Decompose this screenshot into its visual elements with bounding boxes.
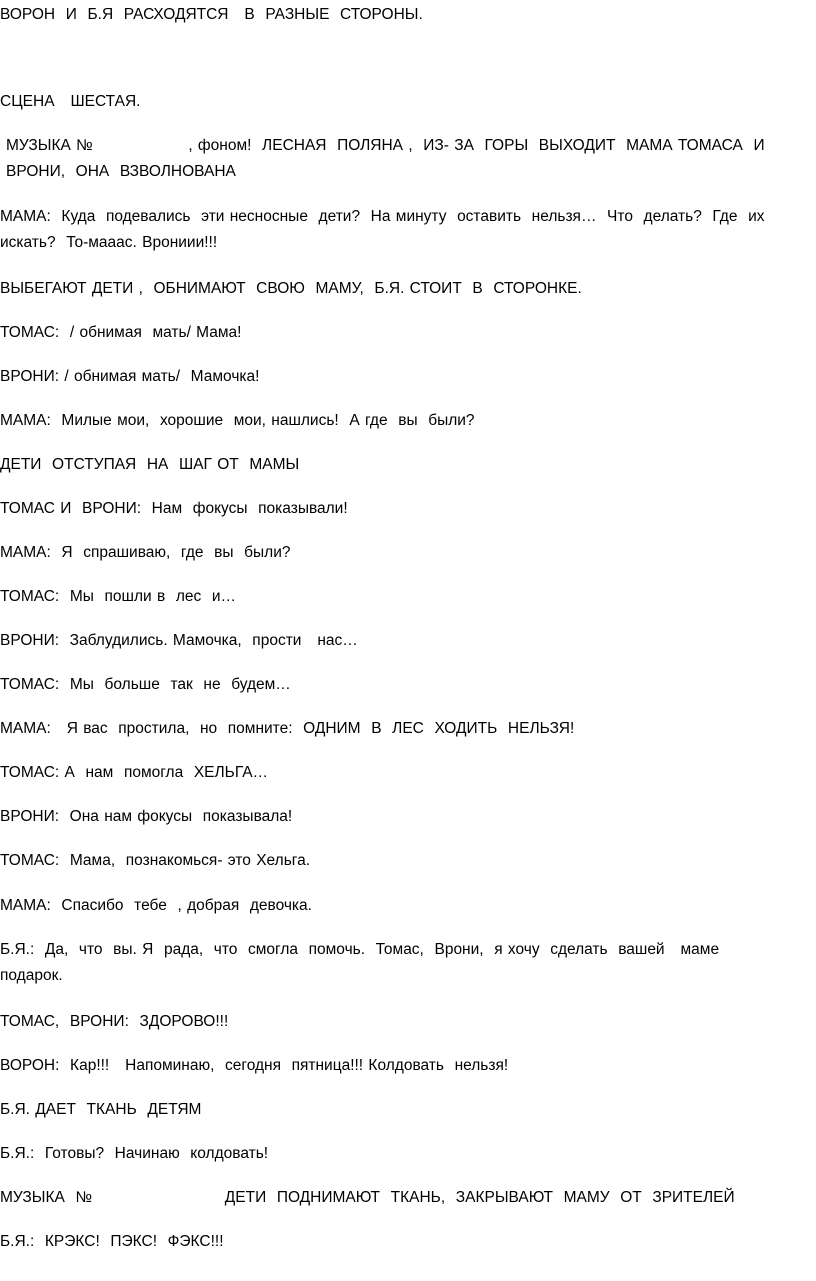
dialogue-line: Б.Я.: Готовы? Начинаю колдовать! [0,1145,269,1162]
stage-direction-line: ДЕТИ ОТСТУПАЯ НА ШАГ ОТ МАМЫ [0,456,300,473]
stage-direction-line: ВОРОН И Б.Я РАСХОДЯТСЯ В РАЗНЫЕ СТОРОНЫ. [0,6,423,23]
dialogue-line: Б.Я.: КРЭКС! ПЭКС! ФЭКС!!! [0,1233,224,1250]
scene-heading: СЦЕНА ШЕСТАЯ. [0,93,141,110]
dialogue-line: ВРОНИ: / обнимая мать/ Мамочка! [0,368,260,385]
dialogue-line: ВОРОН: Кар!!! Напоминаю, сегодня пятница!!! Колдовать нельзя! [0,1057,509,1074]
dialogue-line: ТОМАС: А нам помогла ХЕЛЬГА… [0,764,269,781]
stage-direction-line: ВЫБЕГАЮТ ДЕТИ , ОБНИМАЮТ СВОЮ МАМУ, Б.Я. СТОИТ В СТОРОНКЕ. [0,280,582,297]
dialogue-line: МАМА: Я вас простила, но помните: ОДНИМ В ЛЕС ХОДИТЬ НЕЛЬЗЯ! [0,720,575,737]
dialogue-line: ТОМАС: Мама, познакомься- это Хельга. [0,852,311,869]
dialogue-line: ТОМАС И ВРОНИ: Нам фокусы показывали! [0,500,348,517]
stage-direction-line: МУЗЫКА № , фоном! ЛЕСНАЯ ПОЛЯНА , ИЗ- ЗА ГОРЫ ВЫХОДИТ МАМА ТОМАСА И ВРОНИ, ОНА ВЗВОЛНОВАНА [6,137,776,180]
dialogue-line: МАМА: Куда подевались эти несносные дети? На минуту оставить нельзя… Что делать? Где их искать? То-мааас. Врониии!!! [0,208,776,251]
dialogue-line: ТОМАС: / обнимая мать/ Мама! [0,324,242,341]
dialogue-line: ВРОНИ: Она нам фокусы показывала! [0,808,293,825]
dialogue-line: ТОМАС: Мы больше так не будем… [0,676,291,693]
stage-direction-line: МУЗЫКА № ДЕТИ ПОДНИМАЮТ ТКАНЬ, ЗАКРЫВАЮТ МАМУ ОТ ЗРИТЕЛЕЙ [0,1189,735,1206]
stage-direction-line: Б.Я. ДАЕТ ТКАНЬ ДЕТЯМ [0,1101,202,1118]
dialogue-line: Б.Я.: Да, что вы. Я рада, что смогла помочь. Томас, Врони, я хочу сделать вашей маме подарок. [0,941,730,984]
dialogue-line: ТОМАС: Мы пошли в лес и… [0,588,237,605]
dialogue-line: ТОМАС, ВРОНИ: ЗДОРОВО!!! [0,1013,229,1030]
dialogue-line: МАМА: Я спрашиваю, где вы были? [0,544,291,561]
dialogue-line: МАМА: Спасибо тебе , добрая девочка. [0,897,312,914]
dialogue-line: ВРОНИ: Заблудились. Мамочка, прости нас… [0,632,358,649]
dialogue-line: МАМА: Милые мои, хорошие мои, нашлись! А где вы были? [0,412,475,429]
